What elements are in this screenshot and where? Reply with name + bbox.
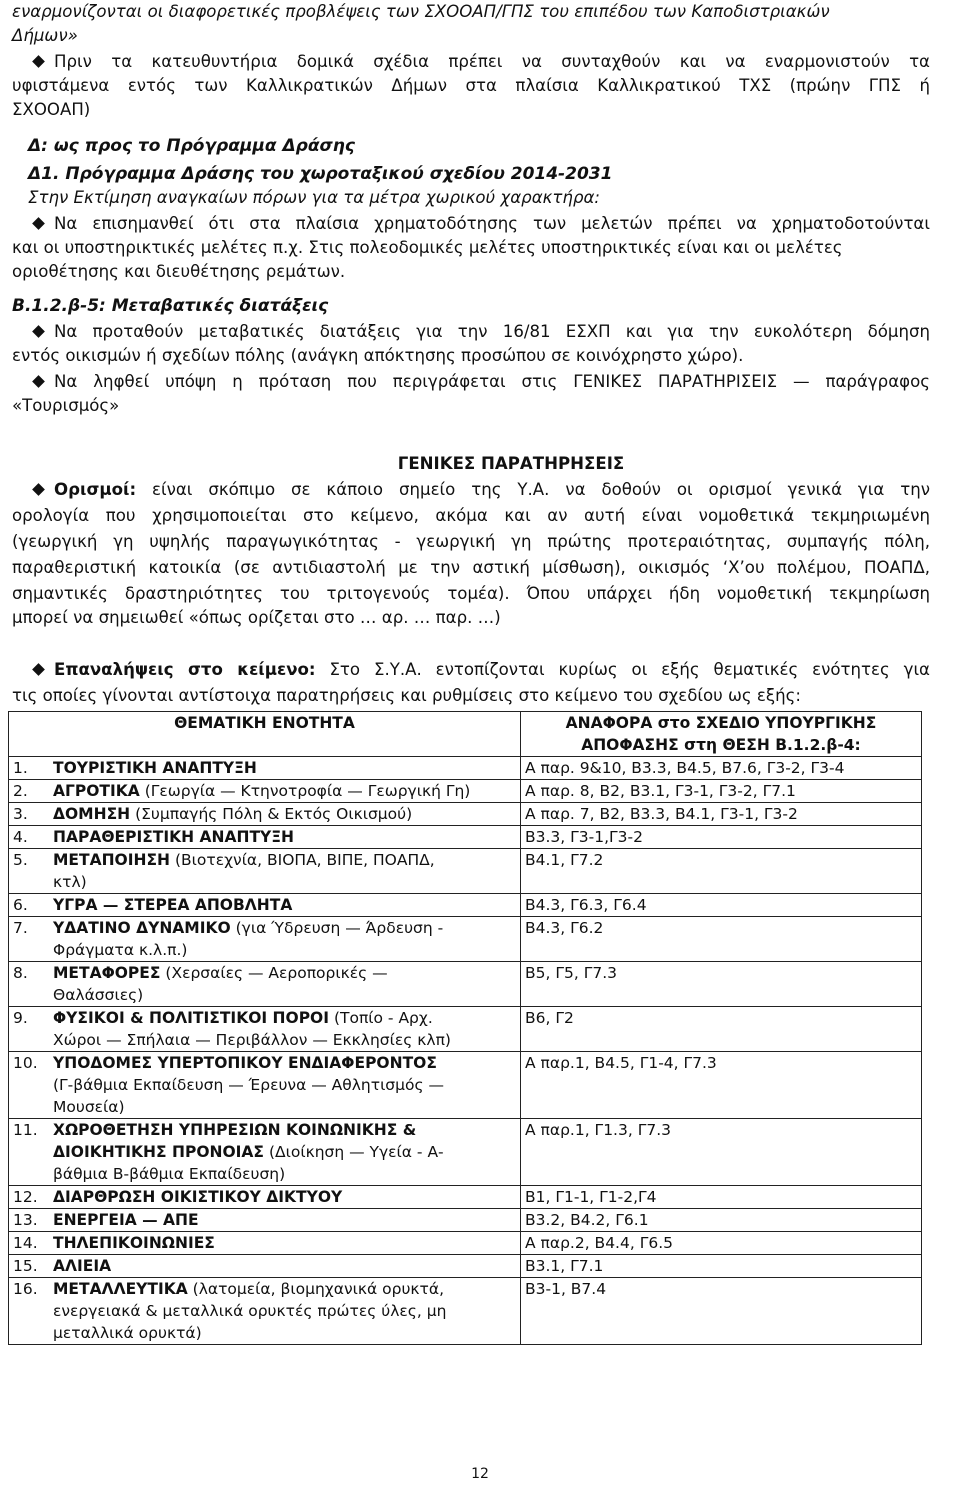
table-row	[9, 1255, 922, 1278]
reference-cell: Α παρ. 8, Β2, Β3.1, Γ3-1, Γ3-2, Γ7.1	[521, 780, 922, 803]
reference-cell: Α παρ.1, Γ1.3, Γ7.3	[521, 1119, 922, 1186]
reference-cell: Β4.3, Γ6.3, Γ6.4	[521, 894, 922, 917]
theme-title: ΧΩΡΟΘΕΤΗΣΗ ΥΠΗΡΕΣΙΩΝ ΚΟΙΝΩΝΙΚΗΣ &	[53, 1121, 417, 1139]
bullet-paragraph: Επαναλήψεις στο κείμενο: Στο Σ.Υ.Α. εντοπίζονται κυρίως οι εξής θεματικές ενότητες για	[12, 658, 930, 682]
reference-cell: Α παρ. 7, Β2, Β3.3, Β4.1, Γ3-1, Γ3-2	[521, 803, 922, 826]
header-cell: ΑΝΑΦΟΡΑ στο ΣΧΕΔΙΟ ΥΠΟΥΡΓΙΚΗΣ ΑΠΟΦΑΣΗΣ στη ΘΕΣΗ Β.1.2.β-4:	[521, 712, 922, 757]
table-row	[9, 917, 922, 962]
theme-title: ΑΓΡΟΤΙΚΑ	[53, 782, 140, 800]
table-row	[9, 1052, 922, 1119]
row-number: 1.	[13, 759, 28, 777]
header-cell: ΘΕΜΑΤΙΚΗ ΕΝΟΤΗΤΑ	[9, 712, 521, 757]
reference-cell: Α παρ.1, Β4.5, Γ1-4, Γ7.3	[521, 1052, 922, 1119]
theme-title: ΑΛΙΕΙΑ	[53, 1257, 112, 1275]
theme-title: ΥΠΟΔΟΜΕΣ ΥΠΕΡΤΟΠΙΚΟΥ ΕΝΔΙΑΦΕΡΟΝΤΟΣ	[53, 1054, 437, 1072]
theme-detail: κτλ)	[53, 873, 87, 891]
bullet-paragraph: Πριν τα κατευθυντήρια δομικά σχέδια πρέπει να συνταχθούν και να εναρμονιστούν τα	[12, 50, 930, 74]
row-number: 8.	[13, 964, 28, 982]
theme-detail: Μουσεία)	[53, 1098, 125, 1116]
reference-cell: Β1, Γ1-1, Γ1-2,Γ4	[521, 1186, 922, 1209]
table-row	[9, 780, 922, 803]
row-number: 9.	[13, 1009, 28, 1027]
reference-cell: Β4.3, Γ6.2	[521, 917, 922, 962]
theme-cell	[9, 1119, 521, 1186]
theme-cell	[9, 962, 521, 1007]
theme-cell	[9, 1186, 521, 1209]
text-line: (γεωργική γη υψηλής παραγωγικότητας - γεωργική γη πρώτης προτεραιότητας, συμπαγής πόλη,	[12, 532, 930, 551]
table-row	[9, 894, 922, 917]
theme-cell	[9, 1255, 521, 1278]
bullet-paragraph: Να ληφθεί υπόψη η πρόταση που περιγράφεται στις ΓΕΝΙΚΕΣ ΠΑΡΑΤΗΡΙΣΕΙΣ — παράγραφος	[12, 370, 930, 394]
reference-cell: Β5, Γ5, Γ7.3	[521, 962, 922, 1007]
table-row	[9, 826, 922, 849]
text-line: μπορεί να σημειωθεί «όπως ορίζεται στο … αρ. … παρ. …)	[12, 608, 501, 627]
diamond-bullet-icon	[32, 325, 45, 338]
page-number: 12	[471, 1466, 489, 1482]
theme-detail: μεταλλικά ορυκτά)	[53, 1324, 202, 1342]
theme-detail: Χώροι — Σπήλαια — Περιβάλλον — Εκκλησίες κλπ)	[53, 1031, 451, 1049]
bullet-paragraph: Να επισημανθεί ότι στα πλαίσια χρηματοδότησης των μελετών πρέπει να χρηματοδοτούνται	[12, 212, 930, 236]
theme-title: ΦΥΣΙΚΟΙ & ΠΟΛΙΤΙΣΤΙΚΟΙ ΠΟΡΟΙ	[53, 1009, 330, 1027]
row-number: 4.	[13, 828, 28, 846]
theme-cell	[9, 1278, 521, 1345]
theme-detail: (Συμπαγής Πόλη & Εκτός Οικισμού)	[130, 805, 413, 823]
theme-title: ΜΕΤΑΠΟΙΗΣΗ	[53, 851, 171, 869]
reference-cell: Β3.2, Β4.2, Γ6.1	[521, 1209, 922, 1232]
reference-cell: Β3.1, Γ7.1	[521, 1255, 922, 1278]
theme-detail: (Γεωργία — Κτηνοτροφία — Γεωργική Γη)	[139, 782, 471, 800]
row-number: 15.	[13, 1257, 38, 1275]
theme-cell	[9, 1007, 521, 1052]
table-row	[9, 1209, 922, 1232]
theme-cell	[9, 1232, 521, 1255]
theme-detail: (για Ύδρευση — Άρδευση -	[230, 919, 444, 937]
reference-cell: Β4.1, Γ7.2	[521, 849, 922, 894]
theme-detail: βάθμια Β-βάθμια Εκπαίδευση)	[53, 1165, 286, 1183]
row-number: 3.	[13, 805, 28, 823]
table-row	[9, 803, 922, 826]
reference-cell: Α παρ.2, Β4.4, Γ6.5	[521, 1232, 922, 1255]
row-number: 2.	[13, 782, 28, 800]
bullet-paragraph: Να προταθούν μεταβατικές διατάξεις για την 16/81 ΕΣΧΠ και για την ευκολότερη δόμηση	[12, 320, 930, 344]
theme-title: ΔΙΟΙΚΗΤΙΚΗΣ ΠΡΟΝΟΙΑΣ	[53, 1143, 265, 1161]
theme-title: ΜΕΤΑΦΟΡΕΣ	[53, 964, 161, 982]
table-row	[9, 849, 922, 894]
section-heading: ΓΕΝΙΚΕΣ ΠΑΡΑΤΗΡΗΣΕΙΣ	[397, 454, 625, 473]
theme-title: ΕΝΕΡΓΕΙΑ — ΑΠΕ	[53, 1211, 199, 1229]
theme-title: ΤΟΥΡΙΣΤΙΚΗ ΑΝΑΠΤΥΞΗ	[53, 759, 257, 777]
theme-detail: ενεργειακά & μεταλλικά ορυκτές πρώτες ύλες, μη	[53, 1302, 447, 1320]
text-line: τις οποίες γίνονται αντίστοιχα παρατηρήσεις και ρυθμίσεις στο κείμενο του σχεδίου ως εξής:	[12, 686, 801, 705]
text-line: Δήμων»	[12, 26, 78, 45]
theme-cell	[9, 894, 521, 917]
subsection-heading: Β.1.2.β-5: Μεταβατικές διατάξεις	[12, 296, 329, 316]
theme-cell	[9, 803, 521, 826]
diamond-bullet-icon	[32, 55, 45, 68]
text-line: ορολογία που χρησιμοποιείται στο κείμενο, ακόμα και αν αυτή είναι νομοθετικά τεκμηριωμένη	[12, 506, 930, 525]
text-line: εντός οικισμών ή σχεδίων πόλης (ανάγκη απόκτησης προσώπου σε κοινόχρηστο χώρο).	[12, 346, 744, 365]
text-line: παραθεριστική κατοικία (σε αντιδιαστολή με την αστική μίσθωση), οικισμός ‘Χ’ου πολέμου, ΠΟΑΠΔ,	[12, 558, 930, 577]
diamond-bullet-icon	[32, 663, 45, 676]
text-line: εναρμονίζονται οι διαφορετικές προβλέψεις των ΣΧΟΟΑΠ/ΓΠΣ του επιπέδου των Καποδιστριακών	[12, 2, 830, 21]
row-number: 5.	[13, 851, 28, 869]
theme-detail: (Διοίκηση — Υγεία - Α-	[264, 1143, 444, 1161]
table-row	[9, 962, 922, 1007]
reference-cell: Β3.3, Γ3-1,Γ3-2	[521, 826, 922, 849]
text-line: και οι υποστηρικτικές μελέτες π.χ. Στις πολεοδομικές μελέτες υποστηρικτικές είναι και οι μελέτες	[12, 238, 843, 257]
row-number: 7.	[13, 919, 28, 937]
section-heading: Δ: ως προς το Πρόγραμμα Δράσης	[28, 136, 355, 156]
theme-detail: (λατομεία, βιομηχανικά ορυκτά,	[187, 1280, 445, 1298]
theme-title: ΠΑΡΑΘΕΡΙΣΤΙΚΗ ΑΝΑΠΤΥΞΗ	[53, 828, 295, 846]
theme-cell	[9, 1052, 521, 1119]
table-header-row	[9, 712, 922, 757]
row-number: 6.	[13, 896, 28, 914]
subsection-heading: Δ1. Πρόγραμμα Δράσης του χωροταξικού σχεδίου 2014-2031	[28, 164, 613, 184]
text-line: «Τουρισμός»	[12, 396, 120, 415]
row-number: 16.	[13, 1280, 38, 1298]
reference-cell: Β3-1, Β7.4	[521, 1278, 922, 1345]
themes-table	[8, 711, 922, 1345]
theme-cell	[9, 757, 521, 780]
reference-cell: Β6, Γ2	[521, 1007, 922, 1052]
row-number: 11.	[13, 1121, 38, 1139]
theme-detail: (Βιοτεχνία, ΒΙΟΠΑ, ΒΙΠΕ, ΠΟΑΠΔ,	[170, 851, 435, 869]
table-row	[9, 1278, 922, 1345]
row-number: 14.	[13, 1234, 38, 1252]
text-line: ΣΧΟΟΑΠ)	[12, 100, 91, 119]
table-row	[9, 1232, 922, 1255]
text-line: οριοθέτησης και διευθέτησης ρεμάτων.	[12, 262, 346, 281]
theme-title: ΥΓΡΑ — ΣΤΕΡΕΑ ΑΠΟΒΛΗΤΑ	[53, 896, 293, 914]
theme-cell	[9, 849, 521, 894]
diamond-bullet-icon	[32, 483, 45, 496]
row-number: 10.	[13, 1054, 38, 1072]
theme-detail: Φράγματα κ.λ.π.)	[53, 941, 188, 959]
table-row	[9, 1007, 922, 1052]
table-row	[9, 757, 922, 780]
table-row	[9, 1119, 922, 1186]
theme-detail: Θαλάσσιες)	[53, 986, 144, 1004]
theme-title: ΔΙΑΡΘΡΩΣΗ ΟΙΚΙΣΤΙΚΟΥ ΔΙΚΤΥΟΥ	[53, 1188, 343, 1206]
theme-cell	[9, 917, 521, 962]
theme-title: ΥΔΑΤΙΝΟ ΔΥΝΑΜΙΚΟ	[53, 919, 231, 937]
row-number: 13.	[13, 1211, 38, 1229]
theme-title: ΔΟΜΗΣΗ	[53, 805, 131, 823]
diamond-bullet-icon	[32, 217, 45, 230]
theme-detail: (Χερσαίες — Αεροπορικές —	[160, 964, 388, 982]
theme-cell	[9, 780, 521, 803]
row-number: 12.	[13, 1188, 38, 1206]
italic-subheading: Στην Εκτίμηση αναγκαίων πόρων για τα μέτρα χωρικού χαρακτήρα:	[28, 188, 601, 207]
theme-cell	[9, 1209, 521, 1232]
theme-cell	[9, 826, 521, 849]
text-line: υφιστάμενα εντός των Καλλικρατικών Δήμων στα πλαίσια Καλλικρατικού ΤΧΣ (πρώην ΓΠΣ ή	[12, 76, 930, 95]
theme-detail: (Τοπίο - Αρχ.	[329, 1009, 433, 1027]
theme-title: ΜΕΤΑΛΛΕΥΤΙΚΑ	[53, 1280, 188, 1298]
bullet-paragraph: Ορισμοί: είναι σκόπιμο σε κάποιο σημείο της Υ.Α. να δοθούν οι ορισμοί γενικά για την	[12, 478, 930, 502]
reference-cell: Α παρ. 9&10, Β3.3, Β4.5, Β7.6, Γ3-2, Γ3-4	[521, 757, 922, 780]
text-line: σημαντικές δραστηριότητες του τριτογενούς τομέα). Όπου υπάρχει ήδη νομοθετική τεκμηρίωση	[12, 584, 930, 603]
theme-title: ΤΗΛΕΠΙΚΟΙΝΩΝΙΕΣ	[53, 1234, 215, 1252]
theme-detail: (Γ-βάθμια Εκπαίδευση — Έρευνα — Αθλητισμός —	[53, 1076, 445, 1094]
table-row	[9, 1186, 922, 1209]
diamond-bullet-icon	[32, 375, 45, 388]
